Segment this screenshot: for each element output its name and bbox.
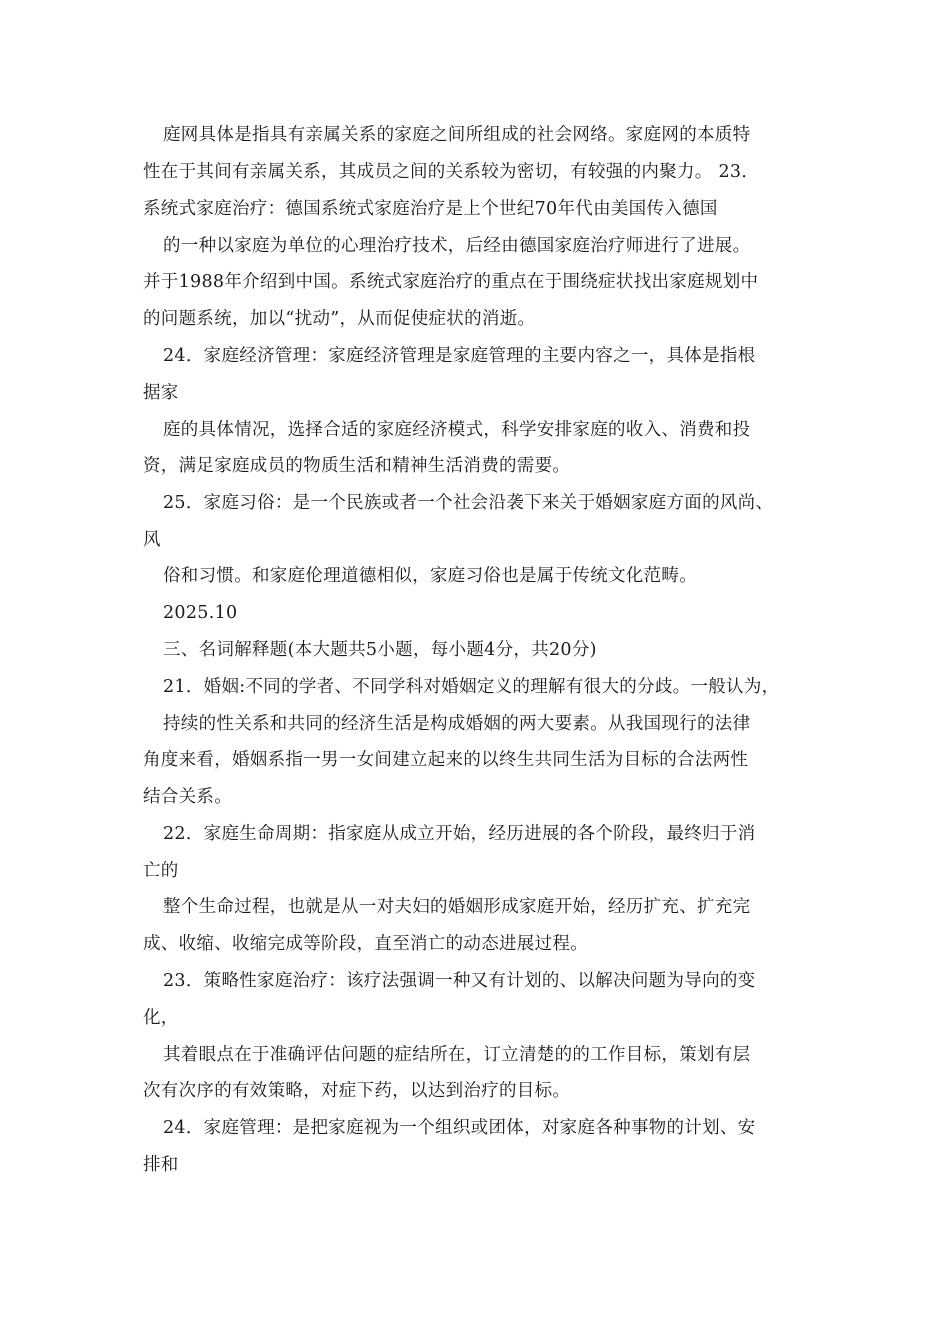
text-line: 据家 — [143, 383, 179, 403]
text-line: 俗和习惯。和家庭伦理道德相似，家庭习俗也是属于传统文化范畴。 — [163, 566, 697, 586]
text-line: 整个生命过程，也就是从一对夫妇的婚姻形成家庭开始，经历扩充、扩充完 — [163, 897, 751, 917]
text-line: 22．家庭生命周期：指家庭从成立开始，经历进展的各个阶段，最终归于消 — [163, 824, 756, 844]
text-line: 24．家庭管理：是把家庭视为一个组织或团体，对家庭各种事物的计划、安 — [163, 1118, 756, 1138]
text-line: 性在于其间有亲属关系，其成员之间的关系较为密切，有较强的内聚力。 23． — [143, 162, 760, 182]
section-heading: 三、名词解释题(本大题共5小题，每小题4分，共20分) — [163, 640, 597, 660]
text-line: 成、收缩、收缩完成等阶段，直至消亡的动态进展过程。 — [143, 934, 588, 954]
text-line: 亡的 — [143, 861, 179, 881]
text-line: 的一种以家庭为单位的心理治疗技术，后经由德国家庭治疗师进行了进展。 — [163, 236, 751, 256]
text-line: 化， — [143, 1008, 179, 1028]
text-line: 24．家庭经济管理：家庭经济管理是家庭管理的主要内容之一，具体是指根 — [163, 346, 756, 366]
text-line: 资，满足家庭成员的物质生活和精神生活消费的需要。 — [143, 456, 571, 476]
text-line: 结合关系。 — [143, 787, 232, 807]
text-line: 角度来看，婚姻系指一男一女间建立起来的以终生共同生活为目标的合法两性 — [143, 750, 749, 770]
text-line: 的问题系统，加以“扰动”，从而促使症状的消逝。 — [143, 309, 536, 329]
text-line: 系统式家庭治疗：德国系统式家庭治疗是上个世纪70年代由美国传入德国 — [143, 199, 718, 219]
text-line: 庭的具体情况，选择合适的家庭经济模式，科学安排家庭的收入、消费和投 — [163, 420, 751, 440]
text-line: 并于1988年介绍到中国。系统式家庭治疗的重点在于围绕症状找出家庭规划中 — [143, 272, 759, 292]
text-line: 25．家庭习俗：是一个民族或者一个社会沿袭下来关于婚姻家庭方面的风尚、 — [163, 493, 774, 513]
text-line: 持续的性关系和共同的经济生活是构成婚姻的两大要素。从我国现行的法律 — [163, 714, 751, 734]
text-line: 次有次序的有效策略，对症下药，以达到治疗的目标。 — [143, 1081, 571, 1101]
text-line: 排和 — [143, 1155, 179, 1175]
text-line: 风 — [143, 530, 161, 550]
text-line: 23．策略性家庭治疗：该疗法强调一种又有计划的、以解决问题为导向的变 — [163, 971, 756, 991]
text-line: 21．婚姻:不同的学者、不同学科对婚姻定义的理解有很大的分歧。一般认为， — [163, 677, 780, 697]
text-line: 庭网具体是指具有亲属关系的家庭之间所组成的社会网络。家庭网的本质特 — [163, 125, 751, 145]
date-line: 2025.10 — [163, 603, 238, 623]
text-line: 其着眼点在于准确评估问题的症结所在，订立清楚的的工作目标，策划有层 — [163, 1045, 751, 1065]
